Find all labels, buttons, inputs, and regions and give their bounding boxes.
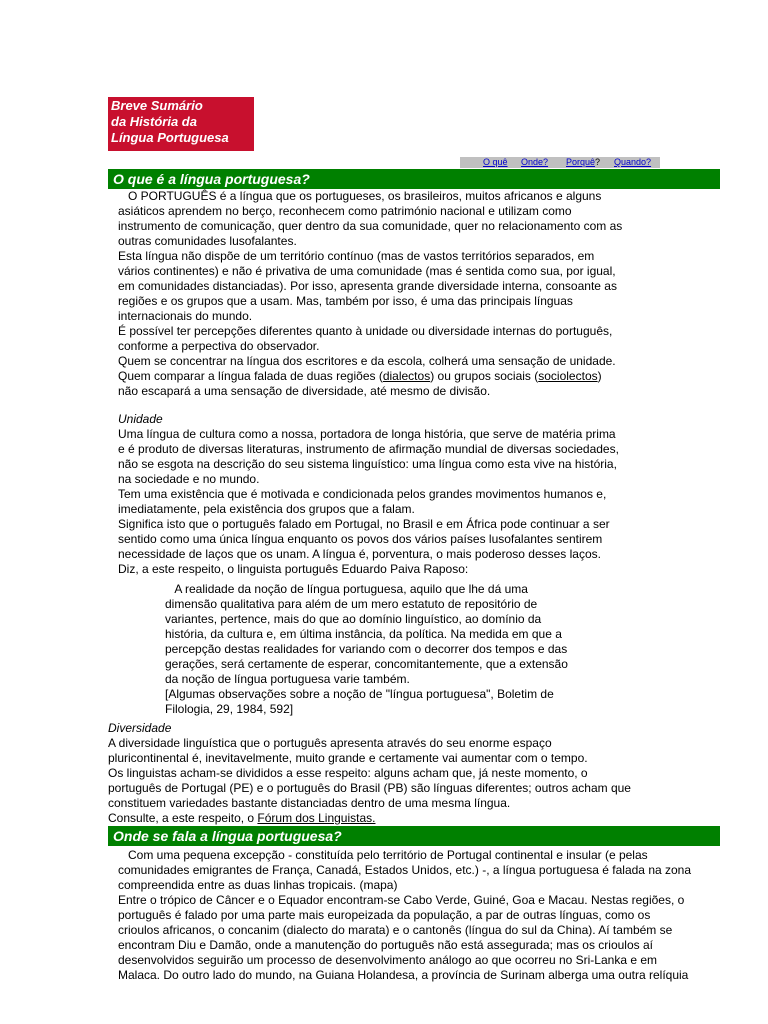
nav-link-what[interactable]: O quê bbox=[483, 157, 508, 167]
text-line: A diversidade linguística que o português apresenta através do seu enorme espaço bbox=[108, 736, 552, 750]
text-fragment: Quem comparar a língua falada de duas regiões ( bbox=[118, 369, 383, 383]
text-line: Significa isto que o português falado em Portugal, no Brasil e em África pode continuar a ser bbox=[118, 517, 610, 531]
text-line: outras comunidades lusofalantes. bbox=[118, 234, 297, 248]
text-fragment: ) ou grupos sociais ( bbox=[430, 369, 539, 383]
text-line: Os linguistas acham-se divididos a esse respeito: alguns acham que, já neste momento, o bbox=[108, 766, 588, 780]
text-line: Tem uma existência que é motivada e condicionada pelos grandes movimentos humanos e, bbox=[118, 487, 607, 501]
text-line: desenvolvidos seguirão um processo de desenvolvimento análogo ao que ocorreu no Sri-Lanka e em bbox=[118, 953, 657, 967]
section-what-body bbox=[118, 189, 718, 399]
section-nav bbox=[460, 157, 660, 168]
text-line: português de Portugal (PE) e o português do Brasil (PB) são línguas diferentes; outros acham que bbox=[108, 781, 631, 795]
quote-line: variantes, pertence, mais do que ao domínio linguístico, ao domínio da bbox=[165, 612, 542, 626]
diversidade-heading: Diversidade bbox=[108, 721, 172, 735]
sociolectos-link[interactable]: sociolectos bbox=[538, 369, 598, 383]
text-line: O PORTUGUÊS é a língua que os portugueses, os brasileiros, muitos africanos e alguns bbox=[118, 189, 602, 203]
quote-line: Filologia, 29, 1984, 592] bbox=[165, 702, 294, 716]
text-line: Esta língua não dispõe de um território contínuo (mas de vastos territórios separados, em bbox=[118, 249, 595, 263]
text-line: e é produto de diversas literaturas, instrumento de afirmação mundial de diversas sociedades, bbox=[118, 442, 619, 456]
text-line: imediatamente, pela existência dos grupos que a falam. bbox=[118, 502, 415, 516]
nav-link-why[interactable]: Porquê bbox=[566, 157, 596, 167]
text-line: português é falado por uma parte mais europeizada da população, a par de outras línguas, como os bbox=[118, 908, 651, 922]
quote-line: gerações, será certamente de esperar, concomitantemente, que a extensão bbox=[165, 657, 568, 671]
text-line: em comunidades distanciadas). Por isso, apresenta grande diversidade interna, consoante as bbox=[118, 279, 617, 293]
text-line: não escapará a uma sensação de diversidade, até mesmo de divisão. bbox=[118, 384, 491, 398]
title-line: Breve Sumário bbox=[111, 98, 203, 113]
text-line bbox=[108, 811, 720, 826]
text-line: vários continentes) e não é privativa de uma comunidade (mas é sentida como sua, por igual, bbox=[118, 264, 616, 278]
title-line: da História da bbox=[111, 114, 197, 129]
text-line: constituem variedades bastante distanciadas dentro de uma mesma língua. bbox=[108, 796, 511, 810]
quote-line: [Algumas observações sobre a noção de "língua portuguesa", Boletim de bbox=[165, 687, 554, 701]
text-line: Quem se concentrar na língua dos escritores e da escola, colherá uma sensação de unidade. bbox=[118, 354, 616, 368]
text-fragment: ) bbox=[597, 369, 602, 383]
text-line: Com uma pequena excepção - constituída pelo território de Portugal continental e insular (e pelas bbox=[118, 848, 648, 862]
text-line: Entre o trópico de Câncer e o Equador encontram-se Cabo Verde, Guiné, Goa e Macau. Nestas regiões, o bbox=[118, 893, 685, 907]
text-line: não se esgota na descrição do seu sistema linguístico: uma língua como esta vive na história, bbox=[118, 457, 617, 471]
text-line: na sociedade e no mundo. bbox=[118, 472, 260, 486]
nav-link-why-group[interactable] bbox=[566, 157, 600, 168]
dialectos-link[interactable]: dialectos bbox=[382, 369, 431, 383]
nav-link-when[interactable]: Quando? bbox=[614, 157, 652, 167]
forum-linguistas-link[interactable]: Fórum dos Linguistas. bbox=[257, 811, 376, 825]
text-line: crioulos africanos, o concanim (dialecto do marata) e o cantonês (língua do sul da China). Aí também se bbox=[118, 923, 673, 937]
unidade-section bbox=[118, 412, 718, 577]
quote-line: percepção destas realidades for variando com o decorrer dos tempos e das bbox=[165, 642, 568, 656]
unidade-heading: Unidade bbox=[118, 412, 163, 426]
text-line: sentido como uma única língua enquanto os povos dos vários países lusofalantes sentirem bbox=[118, 532, 603, 546]
text-line: conforme a perpectiva do observador. bbox=[118, 339, 320, 353]
quote-line: da noção de língua portuguesa varie também. bbox=[165, 672, 410, 686]
page-title bbox=[108, 97, 254, 151]
quote-line: história, da cultura e, em última instância, da política. Na medida em que a bbox=[165, 627, 562, 641]
diversidade-section bbox=[108, 721, 720, 826]
text-line: comunidades emigrantes de França, Canadá, Estados Unidos, etc.) -, a língua portuguesa é falada na zona bbox=[118, 863, 692, 877]
text-line bbox=[118, 369, 718, 384]
text-line: necessidade de laços que os unam. A língua é, porventura, o mais poderoso desses laços. bbox=[118, 547, 601, 561]
quote-block bbox=[165, 582, 720, 717]
text-line: Uma língua de cultura como a nossa, portadora de longa história, que serve de matéria prima bbox=[118, 427, 616, 441]
quote-line: A realidade da noção de língua portuguesa, aquilo que lhe dá uma bbox=[165, 582, 528, 596]
nav-why-suffix: ? bbox=[595, 157, 601, 167]
text-line: É possível ter percepções diferentes quanto à unidade ou diversidade internas do português, bbox=[118, 324, 613, 338]
text-line: internacionais do mundo. bbox=[118, 309, 253, 323]
text-line: Diz, a este respeito, o linguista português Eduardo Paiva Raposo: bbox=[118, 562, 469, 576]
text-line: compreendida entre as duas linhas tropicais. (mapa) bbox=[118, 878, 398, 892]
text-line: Malaca. Do outro lado do mundo, na Guiana Holandesa, a província de Surinam alberga uma outra relíquia bbox=[118, 968, 689, 982]
text-fragment: Consulte, a este respeito, o bbox=[108, 811, 258, 825]
nav-link-where[interactable]: Onde? bbox=[521, 157, 549, 167]
quote-line: dimensão qualitativa para além de um mero estatuto de repositório de bbox=[165, 597, 538, 611]
text-line: asiáticos aprendem no berço, reconhecem como património nacional e utilizam como bbox=[118, 204, 572, 218]
text-line: instrumento de comunicação, quer dentro da sua comunidade, quer no relacionamento com as bbox=[118, 219, 623, 233]
section-heading-where: Onde se fala a língua portuguesa? bbox=[108, 826, 720, 846]
section-where-body bbox=[118, 848, 718, 983]
section-heading-what: O que é a língua portuguesa? bbox=[108, 169, 720, 189]
text-line: pluricontinental é, inevitavelmente, muito grande e certamente vai aumentar com o tempo. bbox=[108, 751, 588, 765]
text-line: regiões e os grupos que a usam. Mas, também por isso, é uma das principais línguas bbox=[118, 294, 573, 308]
title-line: Língua Portuguesa bbox=[111, 130, 229, 145]
text-line: encontram Diu e Damão, onde a manutenção do português não está assegurada; mas os crioulos aí bbox=[118, 938, 653, 952]
